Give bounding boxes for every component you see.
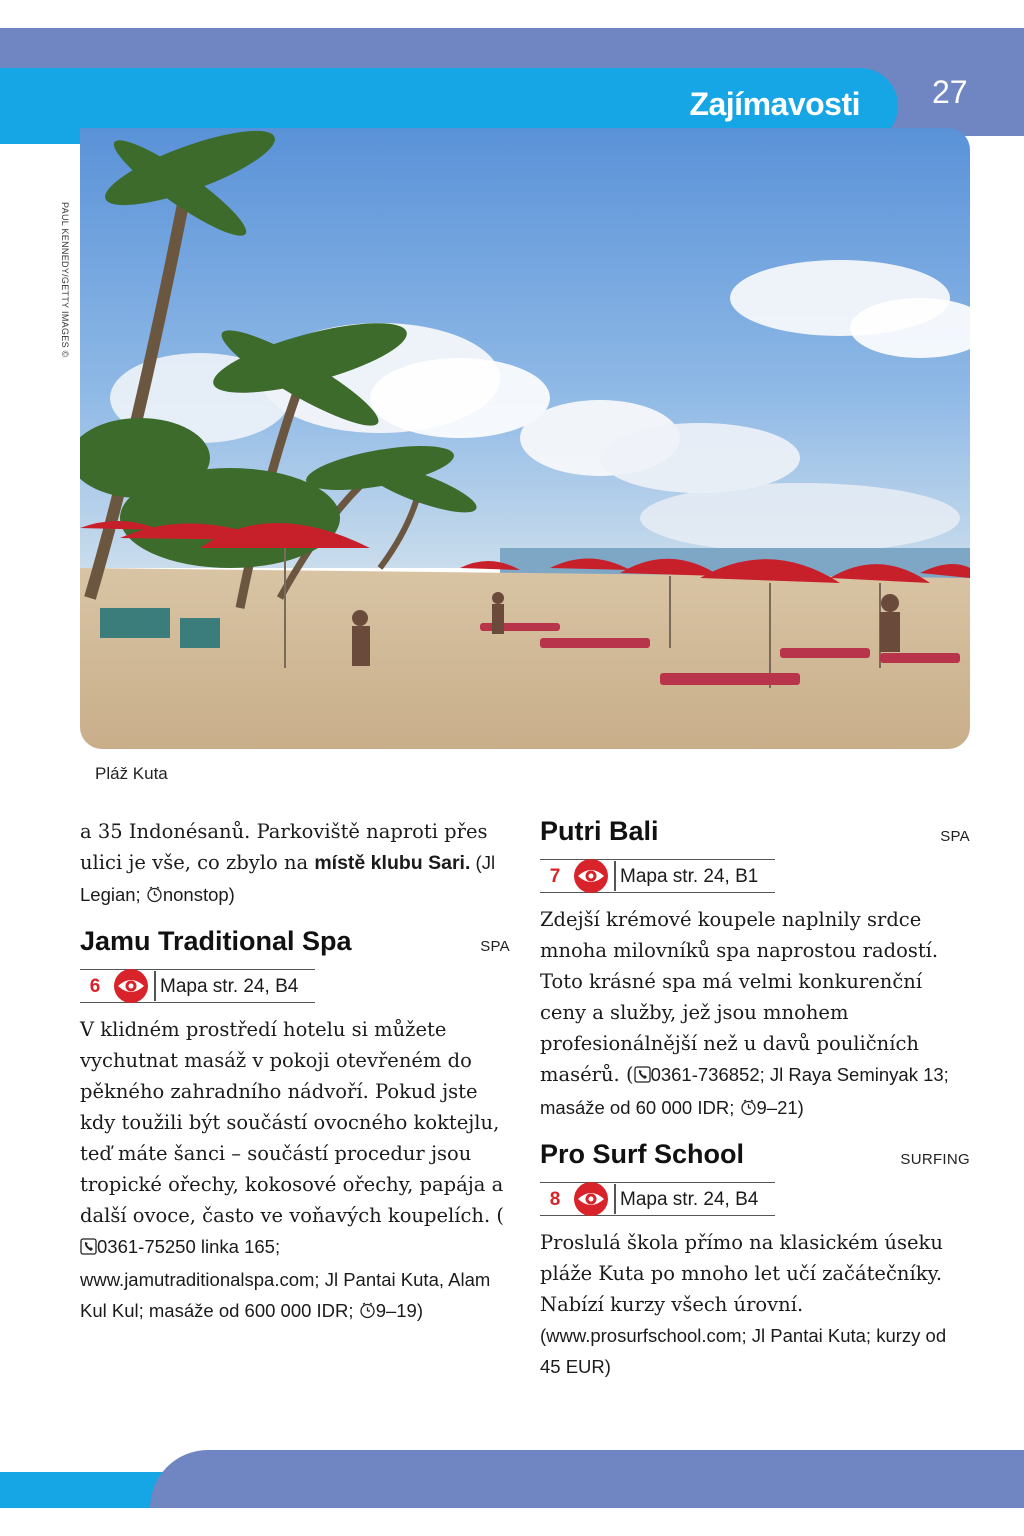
- left-column: [80, 816, 510, 1328]
- clock-icon: [146, 881, 163, 912]
- entry-contact: 0361-75250 linka 165; www.jamutraditionalspa.com; Jl Pantai Kuta, Alam Kul Kul; masáže od 600 000 IDR;: [80, 1236, 491, 1321]
- map-reference: [540, 1181, 970, 1221]
- entry-title: Jamu Traditional Spa: [80, 926, 352, 956]
- map-reference: [540, 858, 970, 898]
- page-number: 27: [932, 74, 968, 110]
- entry-header-prosurf: [540, 1139, 970, 1179]
- footer-band: [150, 1450, 1024, 1508]
- right-column: [540, 816, 970, 1382]
- entry-description-text: Zdejší krémové koupele naplnily srdce mnoha milovníků spa naprostou radostí. Toto krásné spa má velmi konkurenční ceny a služby, jež jsou mnohem profesionálnější než u davů pouličních masérů. (: [540, 908, 939, 1086]
- map-reference-divider: [614, 861, 616, 891]
- footer-tab: [0, 1472, 175, 1508]
- entry-type: SPA: [480, 938, 510, 955]
- intro-details: (Jl Legian;: [80, 852, 496, 905]
- map-number: 6: [89, 976, 101, 997]
- entry-description-text: V klidném prostředí hotelu si můžete vychutnat masáž v pokoji otevřeném do pěkného zahradního nádvoří. Pokud jste kdy toužili být součástí ovocného koktejlu, teď máte šanci – součástí procedur jsou tropické ořechy, kokosové ořechy, papája a další ovoce, často ve voňavých koupelích. (: [80, 1018, 504, 1227]
- eye-icon: [572, 1181, 610, 1217]
- entry-description-text: Proslulá škola přímo na klasickém úseku pláže Kuta po mnoho let učí začátečníky. Nabízí kurzy všech úrovní.: [540, 1231, 943, 1316]
- map-reference-text: Mapa str. 24, B4: [620, 1189, 759, 1210]
- map-number: 7: [549, 866, 561, 887]
- entry-header-jamu: [80, 926, 510, 966]
- entry-contact: (www.prosurfschool.com; Jl Pantai Kuta; kurzy od 45 EUR): [540, 1325, 947, 1377]
- entry-header-putri: [540, 816, 970, 856]
- section-title: Zajímavosti: [689, 86, 860, 122]
- clock-icon: [359, 1297, 376, 1328]
- photo-credit-text: PAUL KENNEDY/GETTY IMAGES ©: [60, 202, 70, 358]
- entry-type: SPA: [940, 828, 970, 845]
- photo-credit: [58, 202, 72, 402]
- eye-icon: [572, 858, 610, 894]
- map-number: 8: [549, 1189, 561, 1210]
- phone-icon: [634, 1061, 651, 1092]
- intro-bold-place: místě klubu Sari.: [314, 852, 471, 874]
- map-reference-text: Mapa str. 24, B4: [160, 976, 299, 997]
- phone-icon: [80, 1233, 97, 1264]
- entry-title: Putri Bali: [540, 816, 659, 846]
- entry-hours: 9–21): [756, 1097, 804, 1118]
- entry-description: [80, 1014, 510, 1328]
- photo-caption: Pláž Kuta: [95, 764, 168, 783]
- intro-paragraph: [80, 816, 510, 912]
- entry-contact: 0361-736852; Jl Raya Seminyak 13; masáže od 60 000 IDR;: [540, 1064, 949, 1118]
- eye-icon: [112, 968, 150, 1004]
- entry-description: [540, 1227, 970, 1320]
- map-reference: [80, 968, 510, 1008]
- clock-icon: [740, 1094, 757, 1125]
- map-reference-divider: [154, 971, 156, 1001]
- map-reference-divider: [614, 1184, 616, 1214]
- intro-text: a 35 Indonésanů. Parkoviště naproti přes ulici je vše, co zbylo na: [80, 820, 488, 874]
- map-reference-text: Mapa str. 24, B1: [620, 866, 759, 887]
- entry-description: [540, 904, 970, 1125]
- intro-hours: nonstop): [162, 884, 235, 905]
- entry-hours: 9–19): [375, 1300, 424, 1321]
- entry-title: Pro Surf School: [540, 1139, 745, 1169]
- entry-type: SURFING: [900, 1151, 970, 1168]
- beach-photo: [80, 128, 970, 749]
